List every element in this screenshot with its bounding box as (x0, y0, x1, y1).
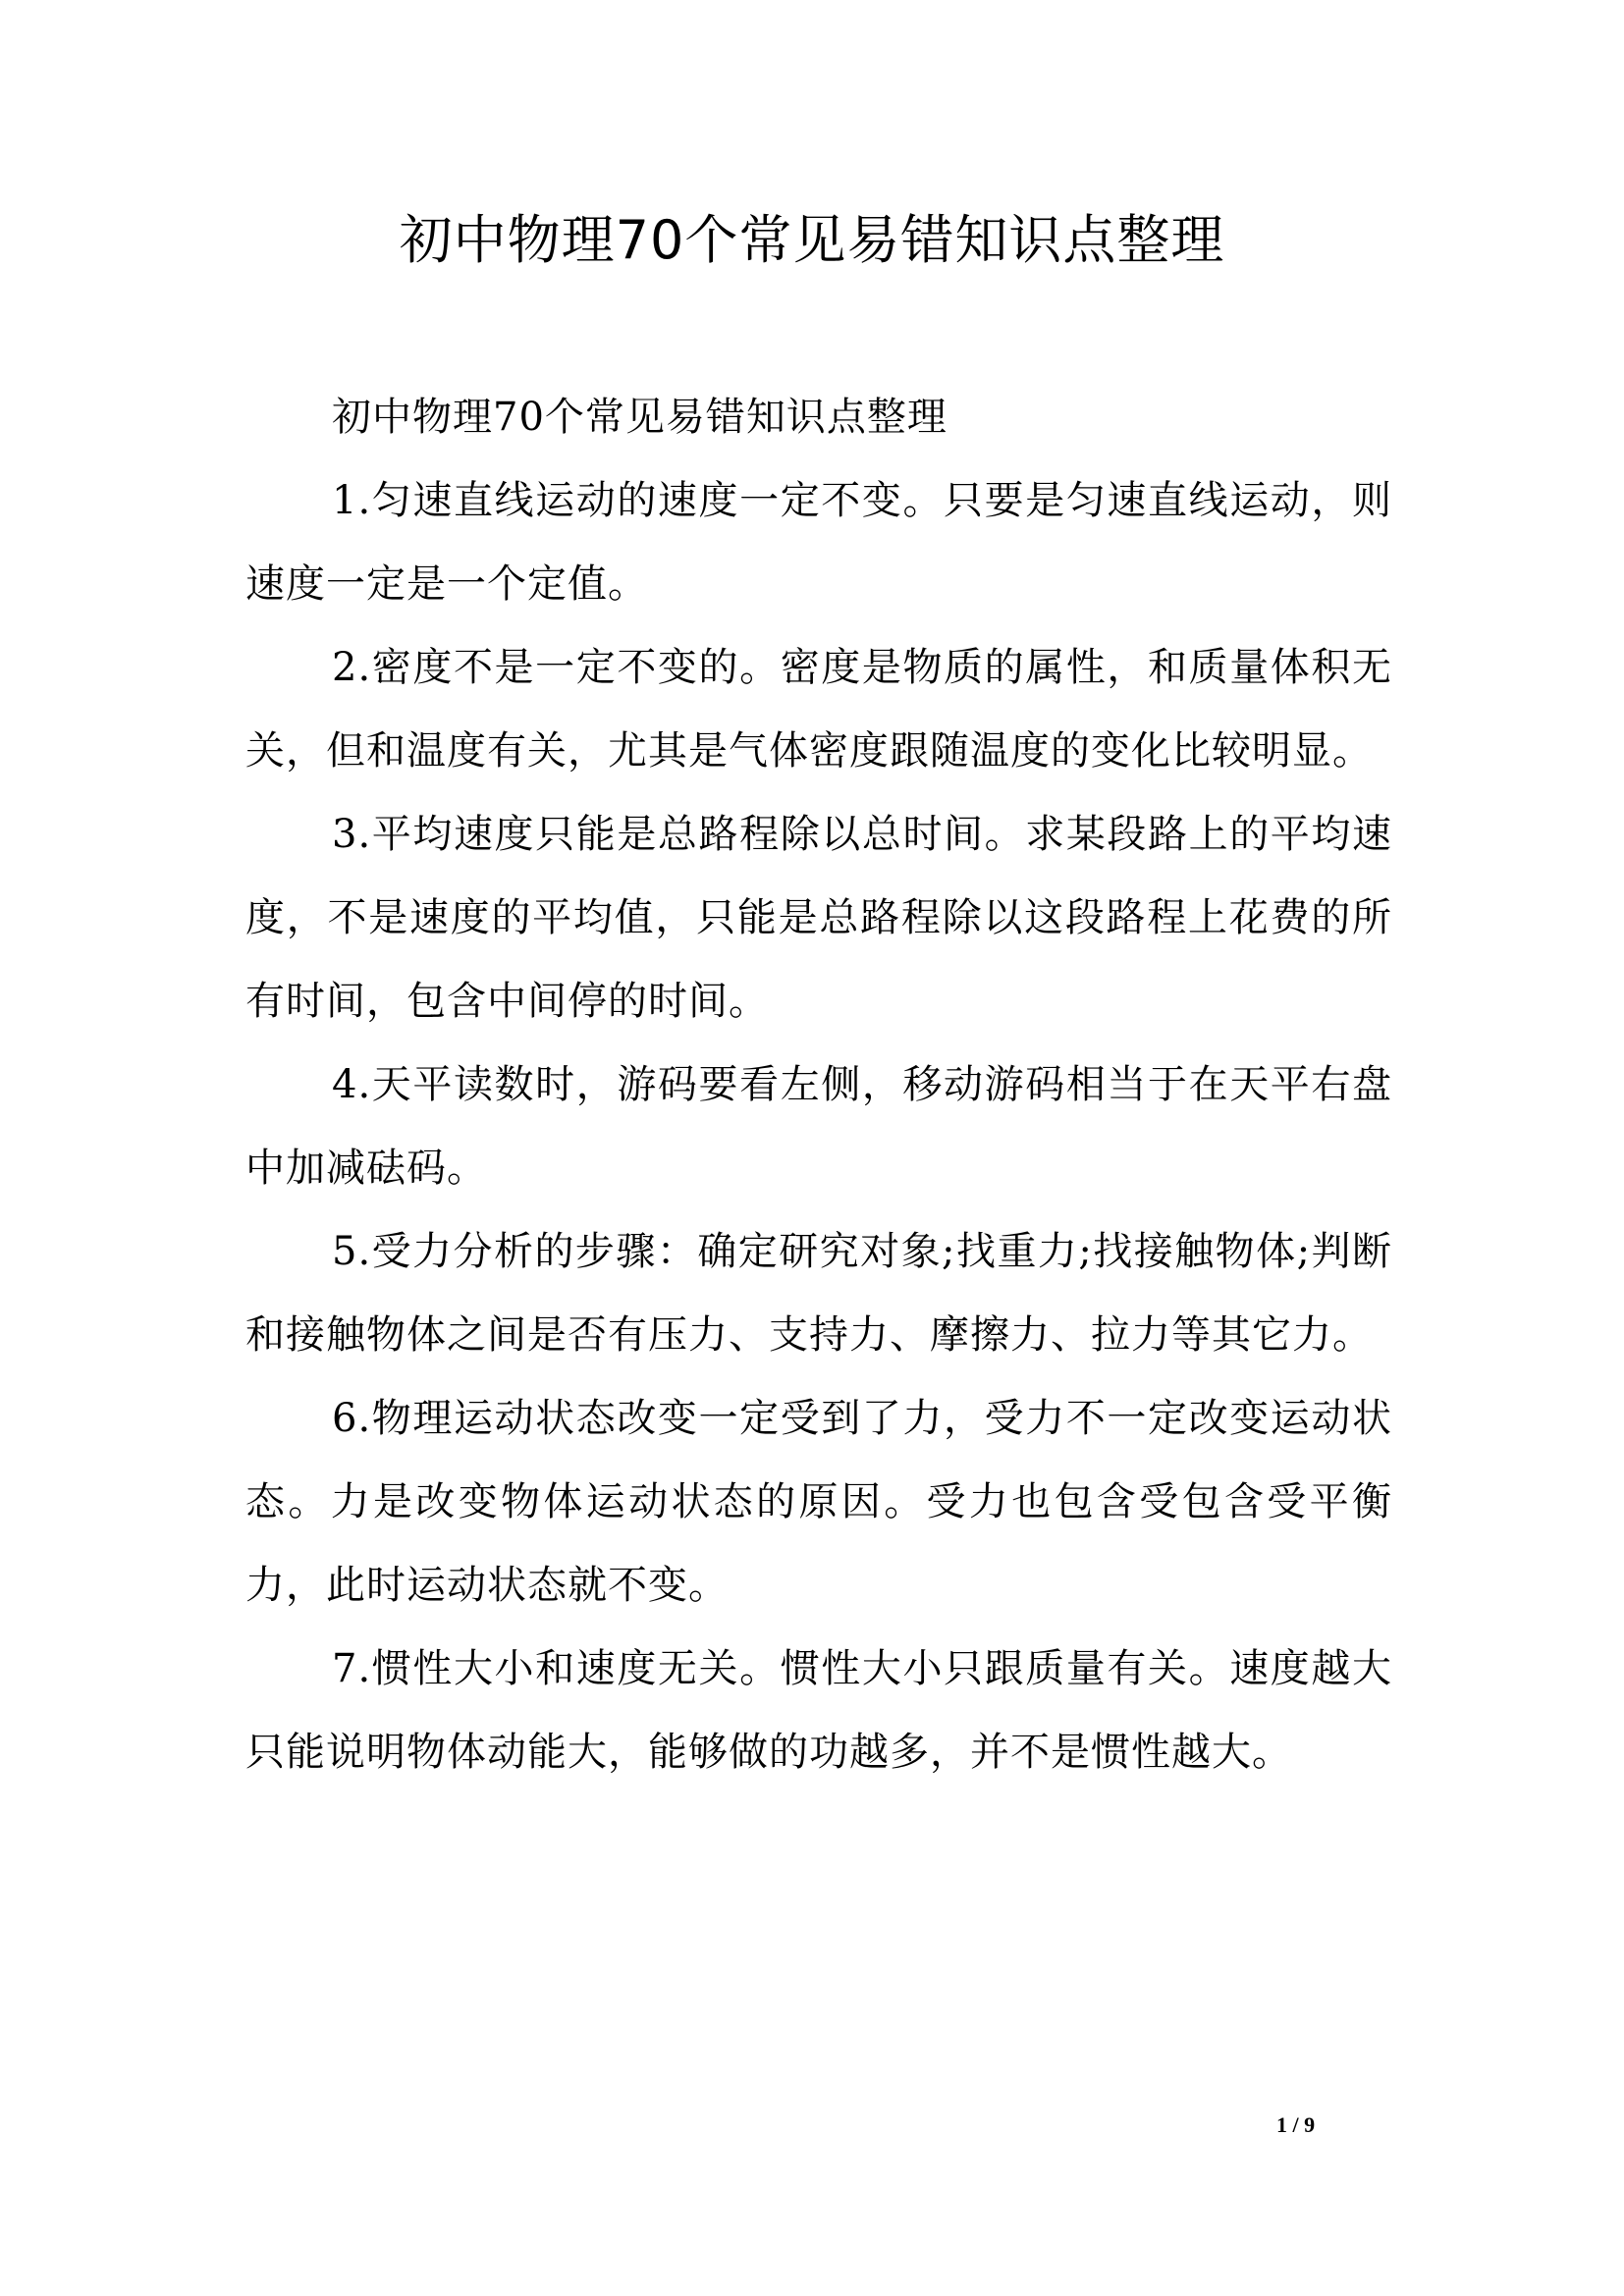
document-body (245, 376, 1392, 1794)
paragraph-item-1: 1.匀速直线运动的速度一定不变。只要是匀速直线运动，则速度一定是一个定值。 (245, 478, 1392, 607)
paragraph-item-6: 6.物理运动状态改变一定受到了力，受力不一定改变运动状态。力是改变物体运动状态的原因。受力也包含受包含受平衡力，此时运动状态就不变。 (245, 1396, 1392, 1608)
paragraph-item-7: 7.惯性大小和速度无关。惯性大小只跟质量有关。速度越大只能说明物体动能大，能够做的功越多，并不是惯性越大。 (245, 1646, 1392, 1775)
paragraph-item-2: 2.密度不是一定不变的。密度是物质的属性，和质量体积无关，但和温度有关，尤其是气体密度跟随温度的变化比较明显。 (245, 645, 1392, 774)
paragraph-item-4: 4.天平读数时，游码要看左侧，移动游码相当于在天平右盘中加减砝码。 (245, 1062, 1392, 1191)
paragraph-subtitle: 初中物理70个常见易错知识点整理 (332, 395, 947, 440)
paragraph-item-3: 3.平均速度只能是总路程除以总时间。求某段路上的平均速度，不是速度的平均值，只能是总路程除以这段路程上花费的所有时间，包含中间停的时间。 (245, 812, 1392, 1024)
document-title: 初中物理70个常见易错知识点整理 (399, 209, 1225, 271)
paragraph-item-5: 5.受力分析的步骤：确定研究对象;找重力;找接触物体;判断和接触物体之间是否有压力、支持力、摩擦力、拉力等其它力。 (245, 1229, 1392, 1358)
page-number: 1 / 9 (1276, 2112, 1316, 2137)
